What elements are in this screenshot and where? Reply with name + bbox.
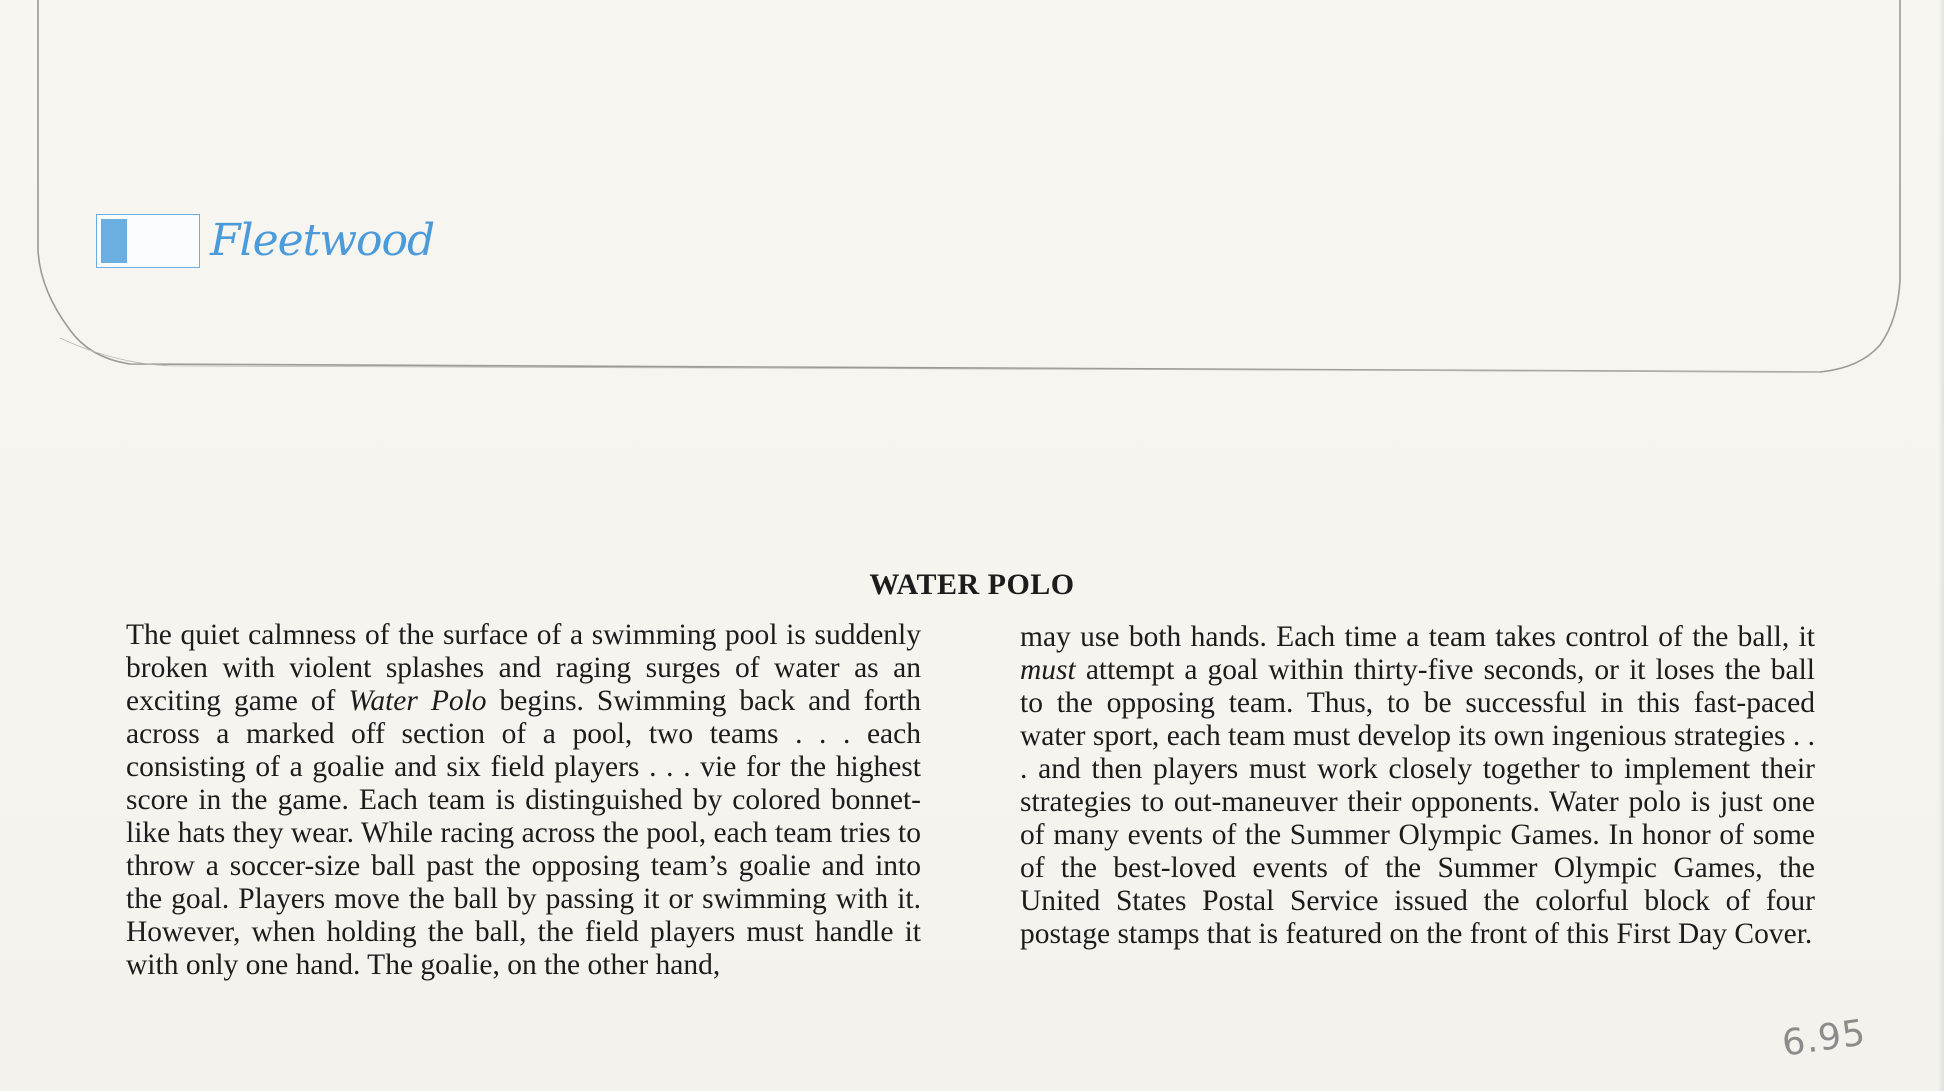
flap-edge-line: [38, 0, 1900, 372]
article-title: WATER POLO: [869, 568, 1075, 601]
logo-box-fill: [101, 219, 127, 263]
logo-box: [96, 214, 200, 268]
right-text-italic: must: [1020, 654, 1076, 686]
flap-shadow-line: [60, 338, 1820, 372]
left-column-paragraph: [126, 619, 921, 982]
right-column-paragraph: [1020, 621, 1815, 951]
right-text-start: may use both hands. Each time a team takes control of the ball, it: [1020, 621, 1815, 653]
fleetwood-logo: [96, 213, 434, 269]
article-left-column: [126, 619, 921, 982]
left-text-italic: Water Polo: [348, 685, 487, 717]
left-text-start: The quiet calmness of the surface of a swimming pool is suddenly broken with violent splashes and raging surges of water as an exciting game of: [126, 619, 921, 717]
left-text-end: begins. Swimming back and forth across a marked off section of a pool, two teams . . . each consisting of a goalie and six field players . . . vie for the highest score in the game. Each team is distinguished by colored bonnet-like hats they wear. While racing across the pool, each team tries to throw a soccer-size ball past the opposing team’s goalie and into the goal. Players move the ball by passing it or swimming with it. However, when holding the ball, the field players must handle it with only one hand. The goalie, on the other hand,: [126, 685, 921, 981]
handwritten-price: 6.95: [1779, 1012, 1869, 1065]
article-right-column: [1020, 621, 1815, 951]
envelope-right-edge: [1938, 0, 1944, 1091]
logo-wordmark: Fleetwood: [210, 215, 435, 266]
right-text-end: attempt a goal within thirty-five seconds, or it loses the ball to the opposing team. Thus, to be successful in this fast-paced water sport, each team must develop its own ingenious strategies . . . and then players must work closely together to implement their strategies to out-maneuver their opponents. Water polo is just one of many events of the Summer Olympic Games. In honor of some of the best-loved events of the Summer Olympic Games, the United States Postal Service issued the colorful block of four postage stamps that is featured on the front of this First Day Cover.: [1020, 654, 1815, 950]
envelope-flap: [0, 0, 1944, 400]
